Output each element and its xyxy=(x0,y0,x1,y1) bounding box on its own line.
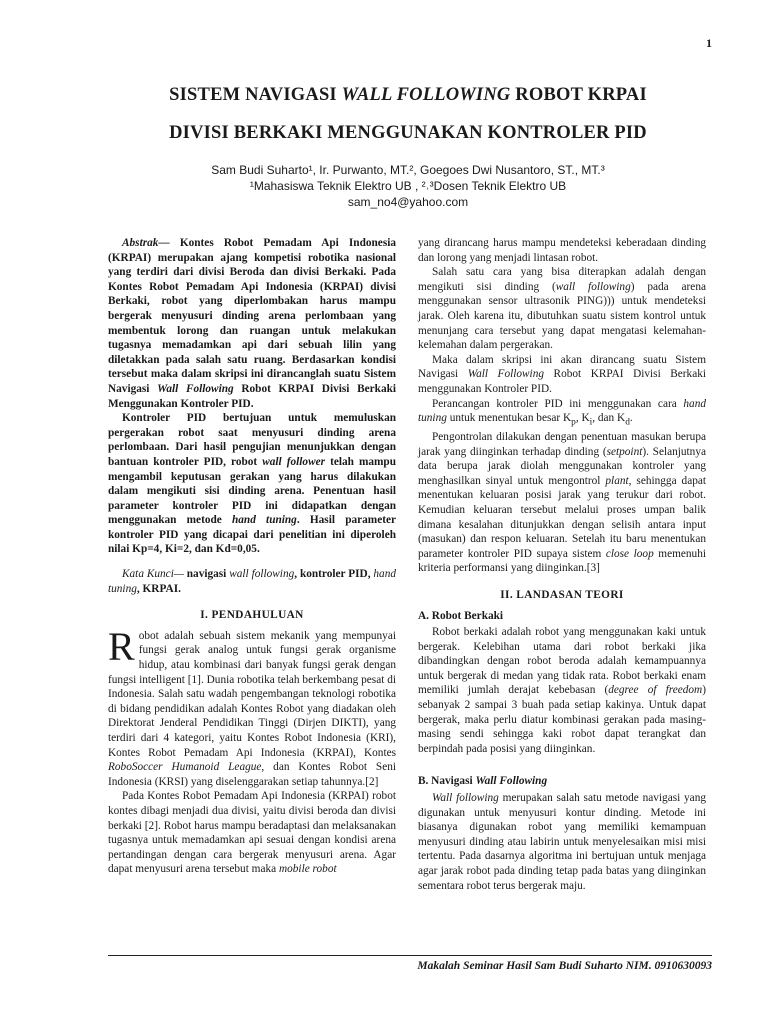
footer-text: Makalah Seminar Hasil Sam Budi Suharto NIM. 0910630093 xyxy=(417,960,712,972)
intro-paragraph-4: Maka dalam skripsi ini akan dirancang suatu Sistem Navigasi Wall Following Robot KRPAI Divisi Berkaki menggunakan Kontroler PID. xyxy=(418,353,707,395)
subsection-heading-robot-berkaki: A. Robot Berkaki xyxy=(418,609,504,622)
subsection-heading-wall-following: B. Navigasi Wall Following xyxy=(418,775,548,788)
paper-title xyxy=(108,76,708,152)
abstract-paragraph-2: Kontroler PID bertujuan untuk memuluskan pergerakan robot saat menyusuri dinding arena perlombaan. Dari hasil pengujian menunjukkan dengan bantuan kontroler PID, robot wall follower telah mampu mengambil keputusan gerakan yang harus dilakukan dalam mengikuti sisi dinding arena. Penentuan hasil parameter kontroler PID ini didapatkan dengan menggunakan metode hand tuning. Hasil parameter kontroler PID yang dicapai dari penelitian ini diperoleh nilai Kp=4, Ki=2, dan Kd=0,05. xyxy=(108,412,397,556)
intro-paragraph-2-cont: yang dirancang harus mampu mendeteksi keberadaan dinding dan lorong yang menjadi lintasan robot. xyxy=(418,237,706,264)
keywords: Kata Kunci— navigasi wall following, kontroler PID, hand tuning, KRPAI. xyxy=(108,568,396,595)
page-number: 1 xyxy=(706,36,712,50)
robot-berkaki-paragraph: Robot berkaki adalah robot yang menggunakan kaki untuk bergerak. Kelebihan utama dari robot berkaki jika dibandingkan dengan robot beroda adalah kemampuannya untuk bergerak di medan yang tidak rata. Robot berkaki enam memiliki jumlah derajat kebebasan (degree of freedom) sebanyak 2 sampai 3 buah pada setiap kakinya. Untuk dapat bergerak, maka perlu diatur kombinasi gerakan pada masing-masing sendi sehingga kaki robot dapat terangkat dan berpindah pada posisi yang diinginkan. xyxy=(418,626,706,755)
footer-rule xyxy=(108,955,712,956)
drop-cap: R xyxy=(108,623,135,669)
intro-paragraph-3: Salah satu cara yang bisa diterapkan adalah dengan mengikuti sisi dinding (wall following) pada arena menggunakan sensor ultrasonik PING))) untuk mendeteksi jarak. Oleh karena itu, dibutuhkan suatu sistem kontrol untuk menunjang cara tersebut yang dapat mengatasi kelemahan-kelemahan dalam pergerakan. xyxy=(418,266,706,352)
intro-paragraph-1: Robot adalah sebuah sistem mekanik yang mempunyai fungsi gerak analog untuk fungsi gerak organisme hidup, atau kombinasi dari banyak fungsi gerak dengan fungsi intelligent [1]. Dunia robotika telah berkembang pesat di Indonesia. Salah satu wadah pengembangan teknologi robotika di bidang pendidikan adalah Kontes Robot yang diadakan oleh Direktorat Jenderal Pendidikan Tinggi (Dirjen DIKTI), yang terdiri dari 4 kategori, yaitu Kontes Robot Indonesia (KRI), Kontes Robot Pemadam Api Indonesia (KRPAI), Kontes RoboSoccer Humanoid League, dan Kontes Robot Seni Indonesia (KRSI) yang diselenggarakan setiap tahunnya.[2] xyxy=(108,623,397,788)
title-line-2: DIVISI BERKAKI MENGGUNAKAN KONTROLER PID xyxy=(169,123,647,143)
author-affiliations: ¹Mahasiswa Teknik Elektro UB , ²˒³Dosen Teknik Elektro UB xyxy=(249,179,567,193)
title-line-1: SISTEM NAVIGASI WALL FOLLOWING ROBOT KRPAI xyxy=(169,85,647,105)
abstract-paragraph-1: Abstrak— Kontes Robot Pemadam Api Indonesia (KRPAI) merupakan ajang kompetisi robotika nasional yang terdiri dari divisi Beroda dan divisi Berkaki. Pada Kontes Robot Pemadam Api Indonesia (KRPAI) divisi Berkaki, robot yang diperlombakan harus mampu bergerak menyusuri dinding arena perlombaan yang membentuk lorong dan ruangan untuk melakukan tugasnya memadamkan api dari sebuah lilin yang diletakkan pada salah satu ruang. Berdasarkan kondisi tersebut maka dalam skripsi ini dirancanglah suatu Sistem Navigasi Wall Following Robot KRPAI Divisi Berkaki Menggunakan Kontroler PID. xyxy=(108,237,397,410)
intro-paragraph-5: Perancangan kontroler PID ini menggunakan cara hand tuning untuk menentukan besar $K_p$, $K_i$, dan $K_d$. xyxy=(418,397,706,428)
author-email: sam_no4@yahoo.com xyxy=(347,195,469,209)
author-block xyxy=(108,162,708,210)
left-column xyxy=(108,236,396,877)
section-heading-landasan-teori: II. LANDASAN TEORI xyxy=(500,588,624,601)
wall-following-paragraph: Wall following merupakan salah satu metode navigasi yang digunakan untuk menyusuri kontur dinding. Metode ini biasanya digunakan robot yang memiliki kemampuan menyusuri dinding atau labirin untuk menyelesaikan misi misi tertentu. Pada dasarnya algoritma ini bertujuan untuk menjaga agar jarak robot pada dinding tetap pada batas yang diinginkan sementara robot terus bergerak maju. xyxy=(418,792,706,892)
intro-paragraph-2: Pada Kontes Robot Pemadam Api Indonesia (KRPAI) robot kontes dibagi menjadi dua divisi, yaitu divisi beroda dan divisi berkaki [2]. Robot harus mampu beradaptasi dan melaksanakan tugasnya untuk memadamkan api sesuai dengan kondisi arena pertandingan dengan cara bergerak menyusuri arena. Agar dapat menyusuri arena tersebut maka mobile robot xyxy=(108,790,396,876)
intro-paragraph-6: Pengontrolan dilakukan dengan penentuan masukan berupa jarak yang diinginkan terhadap dinding (setpoint). Selanjutnya data berupa jarak diolah menggunakan kontroler yang menghasilkan sinyal untuk mengontrol plant, sehingga dapat menentukan keluaran posisi jarak yang terukur dari robot. Kemudian keluaran tersebut melalui proses umpan balik dimana kesalahan ditunjukkan dengan selisih antara input (masukan) dan respon keluaran. Setelah itu baru menentukan parameter kontroler PID supaya sistem close loop memenuhi kriteria performansi yang diinginkan.[3] xyxy=(418,430,707,575)
section-heading-pendahuluan: I. PENDAHULUAN xyxy=(200,609,304,622)
right-column xyxy=(418,236,706,893)
author-names: Sam Budi Suharto¹, Ir. Purwanto, MT.², Goegoes Dwi Nusantoro, ST., MT.³ xyxy=(211,163,605,177)
